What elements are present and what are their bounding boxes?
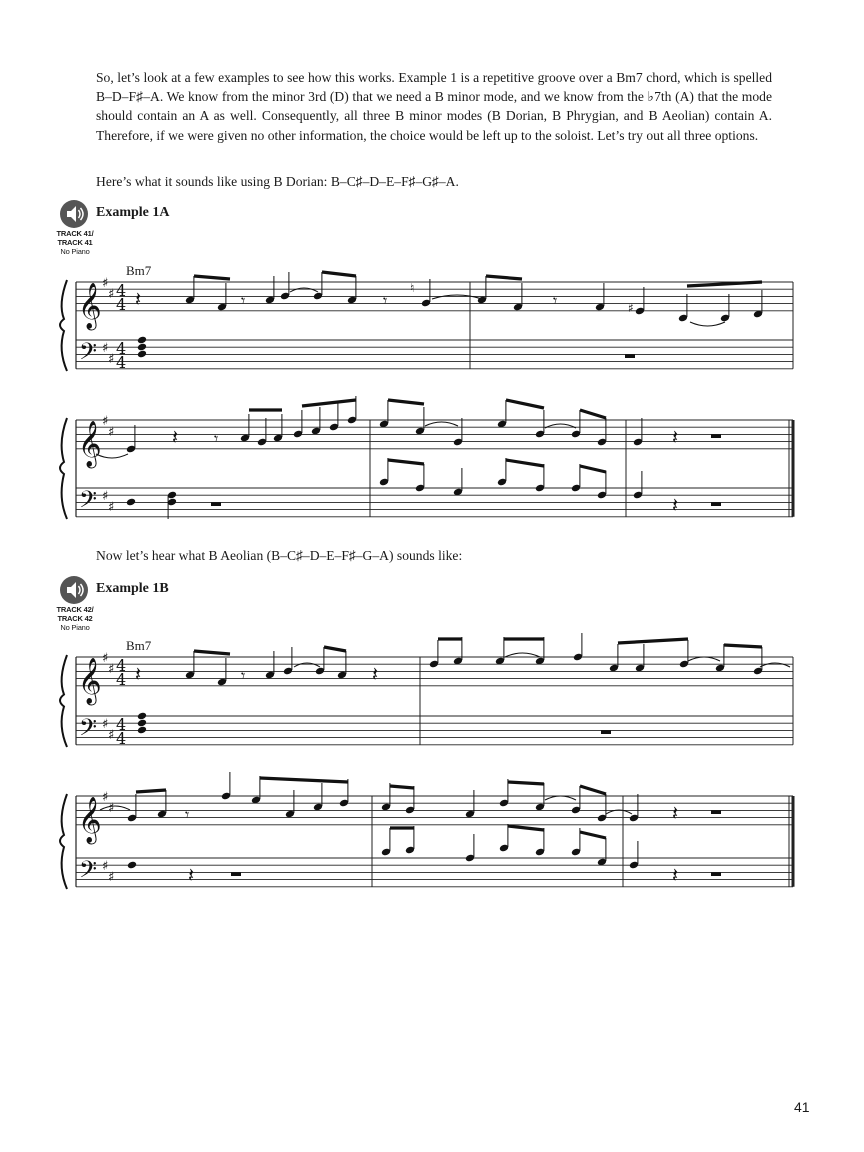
intro-paragraph: So, let’s look at a few examples to see how this works. Example 1 is a repetitive groove over a Bm7 chord, which is spelled B–D–F♯–A. We know from the minor 3rd (D) that we need a B minor mode, and we know from the ♭7th (A) that the mode should contain an A as well. Consequently, all three B minor modes (B Dorian, B Phrygian, and B Aeolian) contain A. Therefore, if we were given no other information, the choice would be left up to the soloist. Let’s try out all three options. bbox=[96, 70, 772, 143]
key-sharp: ♯ bbox=[108, 500, 115, 515]
beam bbox=[390, 786, 414, 788]
eighth-rest: 𝄾 bbox=[241, 291, 246, 310]
beam bbox=[486, 276, 522, 279]
key-sharp: ♯ bbox=[102, 859, 109, 875]
beam bbox=[506, 400, 544, 408]
time-signature: 4 bbox=[116, 339, 127, 358]
brace bbox=[60, 418, 67, 519]
beam bbox=[580, 786, 606, 794]
eighth-rest: 𝄾 bbox=[214, 429, 219, 448]
key-sharp: ♯ bbox=[108, 352, 115, 367]
note-head bbox=[126, 498, 136, 507]
half-rest bbox=[601, 730, 611, 734]
treble-clef: 𝄞 bbox=[78, 420, 102, 467]
natural-sign: ♮ bbox=[410, 281, 415, 295]
treble-clef: 𝄞 bbox=[78, 796, 102, 843]
beam bbox=[687, 282, 762, 286]
brace bbox=[60, 794, 67, 889]
brace bbox=[60, 280, 67, 371]
key-sharp: ♯ bbox=[102, 790, 109, 805]
sharp-sign: ♯ bbox=[628, 301, 634, 315]
beam bbox=[508, 826, 544, 830]
key-sharp: ♯ bbox=[102, 651, 109, 666]
tie bbox=[294, 663, 320, 667]
example-title: Example 1A bbox=[96, 205, 170, 220]
beam bbox=[260, 778, 348, 782]
beam bbox=[322, 272, 356, 276]
time-signature: 4 bbox=[116, 715, 127, 734]
beam bbox=[580, 832, 606, 838]
half-rest bbox=[625, 354, 635, 358]
half-rest bbox=[231, 872, 241, 876]
eighth-rest: 𝄾 bbox=[553, 291, 558, 310]
quarter-rest: 𝄽 bbox=[172, 425, 179, 449]
quarter-rest: 𝄽 bbox=[672, 863, 679, 887]
beam bbox=[508, 782, 544, 784]
beam bbox=[194, 651, 230, 654]
half-rest bbox=[711, 810, 721, 814]
key-sharp: ♯ bbox=[108, 424, 115, 440]
track-note: No Piano bbox=[60, 623, 90, 632]
key-sharp: ♯ bbox=[108, 286, 115, 302]
beam bbox=[388, 460, 424, 464]
note-head bbox=[137, 726, 147, 735]
track-label-line: TRACK 42 bbox=[57, 614, 93, 623]
tie bbox=[100, 806, 130, 810]
quarter-rest: 𝄽 bbox=[672, 493, 679, 517]
quarter-rest: 𝄽 bbox=[135, 662, 142, 686]
treble-clef: 𝄞 bbox=[78, 282, 102, 329]
half-rest bbox=[711, 434, 721, 438]
beam bbox=[724, 645, 762, 647]
example-title: Example 1B bbox=[96, 581, 169, 596]
time-signature: 4 bbox=[116, 729, 127, 748]
quarter-rest: 𝄽 bbox=[135, 287, 142, 311]
key-sharp: ♯ bbox=[102, 414, 109, 429]
eighth-rest: 𝄾 bbox=[241, 666, 246, 685]
track-label-line: TRACK 42/ bbox=[56, 605, 94, 614]
time-signature: 4 bbox=[116, 656, 127, 675]
track-label-line: TRACK 41 bbox=[57, 238, 93, 247]
beam bbox=[580, 410, 606, 418]
time-signature: 4 bbox=[116, 281, 127, 300]
brace bbox=[60, 655, 67, 747]
beam bbox=[136, 790, 166, 792]
eighth-rest: 𝄾 bbox=[383, 291, 388, 310]
half-rest bbox=[711, 502, 721, 506]
bass-clef: 𝄢 bbox=[79, 713, 98, 747]
quarter-rest: 𝄽 bbox=[672, 425, 679, 449]
chord-note bbox=[137, 336, 147, 345]
key-sharp: ♯ bbox=[102, 341, 109, 357]
note-head bbox=[137, 719, 147, 728]
chord-symbol: Bm7 bbox=[126, 263, 152, 278]
beam bbox=[618, 639, 688, 643]
chord-note bbox=[137, 343, 147, 352]
bass-clef: 𝄢 bbox=[79, 485, 98, 519]
key-sharp: ♯ bbox=[108, 728, 115, 743]
key-sharp: ♯ bbox=[108, 800, 115, 816]
beam bbox=[324, 647, 346, 651]
note-head bbox=[127, 861, 137, 870]
key-sharp: ♯ bbox=[102, 489, 109, 505]
key-sharp: ♯ bbox=[102, 717, 109, 733]
aeolian-paragraph: Now let’s hear what B Aeolian (B–C♯–D–E–F♯–G–A) sounds like: bbox=[96, 548, 463, 563]
beam bbox=[506, 460, 544, 466]
quarter-rest: 𝄽 bbox=[672, 801, 679, 825]
quarter-rest: 𝄽 bbox=[372, 662, 379, 686]
beam bbox=[302, 400, 356, 406]
track-label-line: TRACK 41/ bbox=[56, 229, 94, 238]
tie bbox=[688, 657, 720, 661]
quarter-rest: 𝄽 bbox=[188, 863, 195, 887]
time-signature: 4 bbox=[116, 295, 127, 314]
half-rest bbox=[711, 872, 721, 876]
page-number: 41 bbox=[794, 1099, 810, 1115]
dorian-paragraph: Here’s what it sounds like using B Dorian: B–C♯–D–E–F♯–G♯–A. bbox=[96, 174, 459, 189]
key-sharp: ♯ bbox=[108, 661, 115, 677]
chord-note bbox=[137, 350, 147, 359]
chord-symbol: Bm7 bbox=[126, 638, 152, 653]
tie bbox=[545, 796, 576, 800]
beam bbox=[388, 400, 424, 404]
tie bbox=[760, 663, 790, 667]
treble-clef: 𝄞 bbox=[78, 657, 102, 704]
tie bbox=[290, 288, 318, 292]
key-sharp: ♯ bbox=[102, 276, 109, 291]
beam bbox=[580, 466, 606, 472]
tie bbox=[432, 295, 482, 299]
note-head bbox=[137, 712, 147, 721]
track-note: No Piano bbox=[60, 247, 90, 256]
beam bbox=[194, 276, 230, 279]
tie bbox=[505, 653, 540, 657]
time-signature: 4 bbox=[116, 353, 127, 372]
key-sharp: ♯ bbox=[108, 870, 115, 885]
half-rest bbox=[211, 502, 221, 506]
eighth-rest: 𝄾 bbox=[185, 805, 190, 824]
tie bbox=[690, 322, 725, 326]
bass-clef: 𝄢 bbox=[79, 337, 98, 371]
time-signature: 4 bbox=[116, 670, 127, 689]
tie bbox=[425, 422, 458, 426]
bass-clef: 𝄢 bbox=[79, 855, 98, 889]
